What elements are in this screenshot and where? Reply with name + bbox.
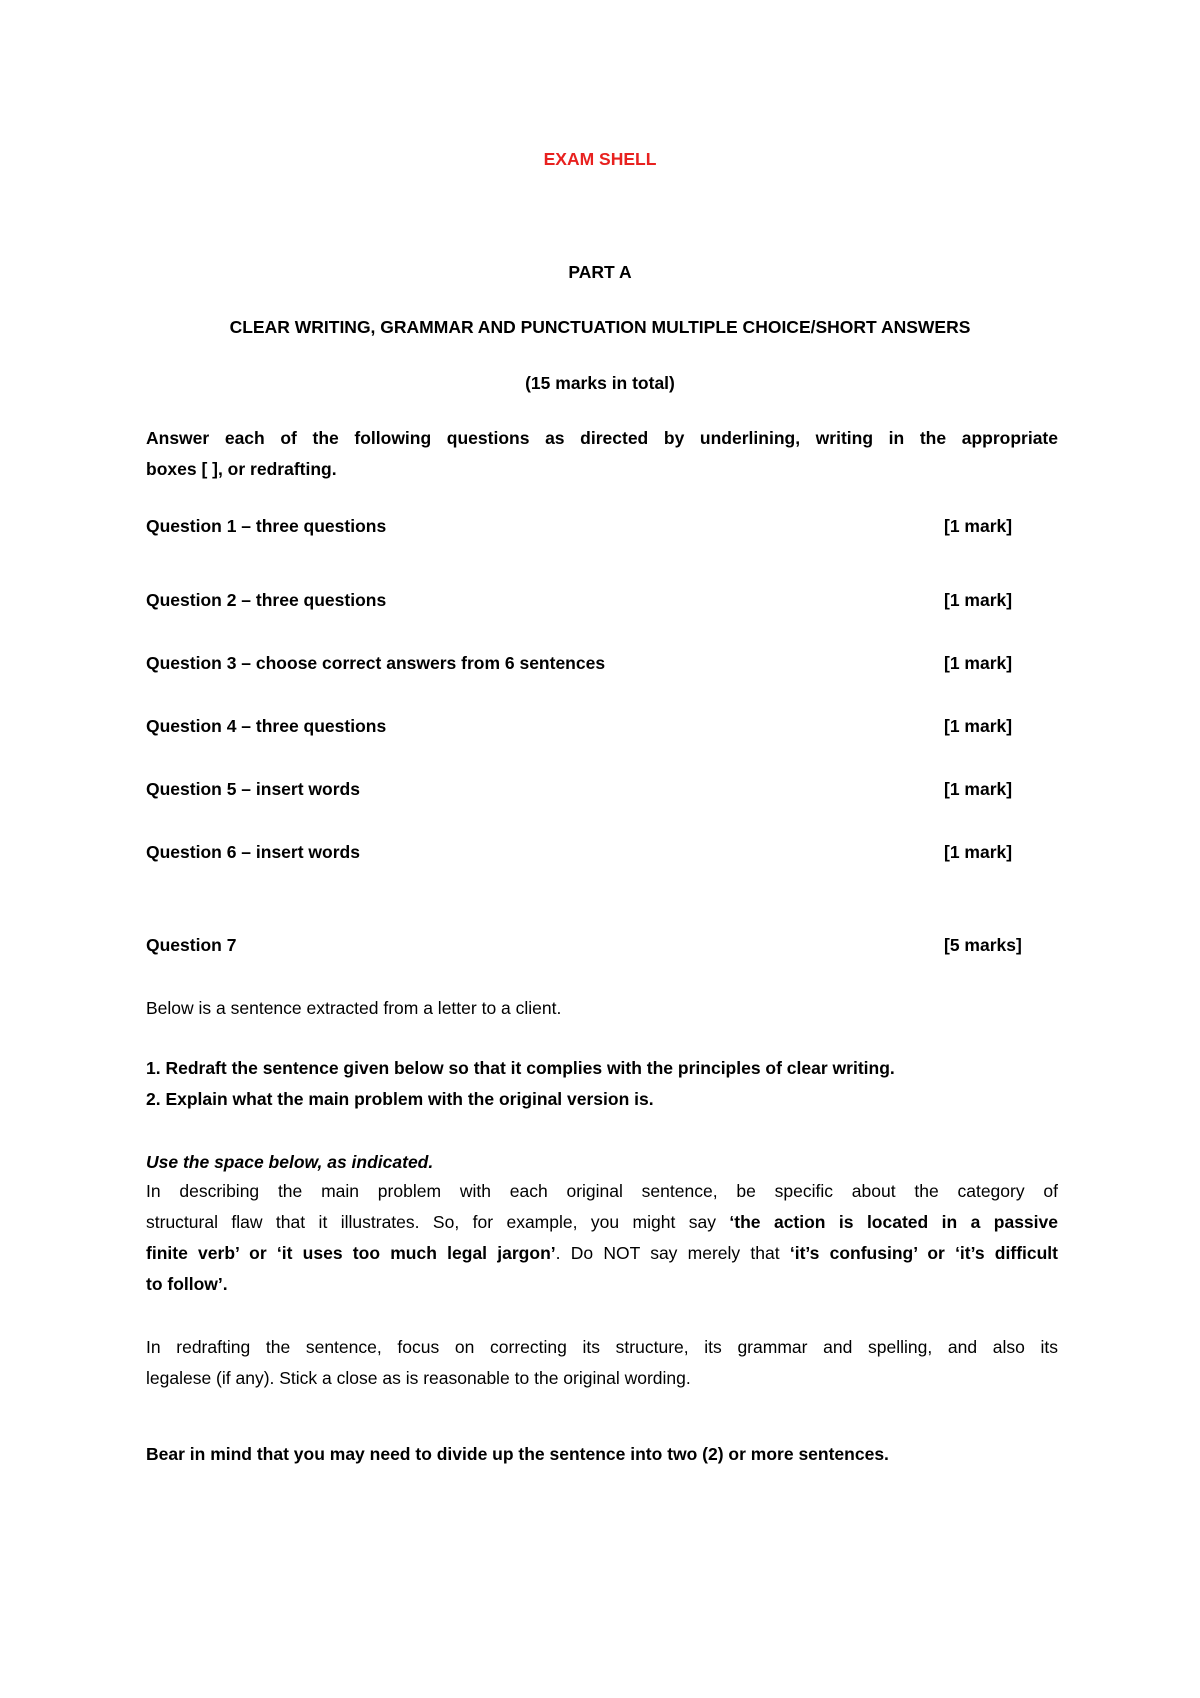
describe-line-2 (146, 1207, 1058, 1238)
question-marks: [1 mark] (944, 653, 1013, 673)
question-label: Question 3 – choose correct answers from 6 sentences (146, 653, 606, 673)
question-row (146, 779, 1046, 803)
question-marks: [1 mark] (944, 842, 1013, 862)
q7-intro: Below is a sentence extracted from a letter to a client. (146, 998, 562, 1018)
describe-example: finite verb’ or ‘it uses too much legal jargon’ (146, 1243, 556, 1263)
total-marks: (15 marks in total) (525, 373, 675, 393)
q7-redraft-paragraph (146, 1332, 1058, 1394)
question-row (146, 590, 1046, 614)
describe-line-1: In describing the main problem with each original sentence, be specific about the category of (146, 1181, 1058, 1201)
question-marks: [1 mark] (944, 516, 1013, 536)
describe-text: structural flaw that it illustrates. So, for example, you might say (146, 1212, 730, 1232)
question-label: Question 7 (146, 935, 237, 955)
q7-task-2: 2. Explain what the main problem with the original version is. (146, 1089, 654, 1109)
redraft-line-1: In redrafting the sentence, focus on correcting its structure, its grammar and spelling, and also its (146, 1337, 1058, 1357)
q7-bear-in-mind: Bear in mind that you may need to divide up the sentence into two (2) or more sentences. (146, 1444, 889, 1464)
question-label: Question 1 – three questions (146, 516, 387, 536)
describe-example: ‘the action is located in a passive (729, 1212, 1058, 1232)
question-marks: [1 mark] (944, 590, 1013, 610)
question-marks: [1 mark] (944, 779, 1013, 799)
describe-text: . Do NOT say merely that (555, 1243, 790, 1263)
q7-describe-paragraph (146, 1176, 1058, 1300)
question-row (146, 935, 1046, 959)
describe-line-3 (146, 1238, 1058, 1269)
instructions-line-2: boxes [ ], or redrafting. (146, 459, 337, 479)
section-heading: CLEAR WRITING, GRAMMAR AND PUNCTUATION MULTIPLE CHOICE/SHORT ANSWERS (229, 317, 971, 337)
question-label: Question 2 – three questions (146, 590, 387, 610)
question-label: Question 4 – three questions (146, 716, 387, 736)
question-row (146, 842, 1046, 866)
part-heading: PART A (568, 262, 632, 282)
question-label: Question 6 – insert words (146, 842, 360, 862)
describe-example: ‘it’s confusing’ or ‘it’s difficult (789, 1243, 1058, 1263)
redraft-line-2: legalese (if any). Stick a close as is reasonable to the original wording. (146, 1368, 691, 1388)
instructions-line-1: Answer each of the following questions as directed by underlining, writing in the appropriate (146, 428, 1058, 448)
question-marks: [5 marks] (944, 935, 1022, 955)
exam-title: EXAM SHELL (543, 149, 657, 169)
q7-task-1: 1. Redraft the sentence given below so that it complies with the principles of clear writing. (146, 1058, 895, 1078)
question-marks: [1 mark] (944, 716, 1013, 736)
question-row (146, 716, 1046, 740)
question-label: Question 5 – insert words (146, 779, 360, 799)
describe-line-4: to follow’. (146, 1274, 228, 1294)
q7-space-note: Use the space below, as indicated. (146, 1152, 434, 1172)
q7-tasks (146, 1053, 1058, 1115)
instructions (146, 423, 1058, 485)
question-row (146, 653, 1046, 677)
question-row (146, 516, 1046, 540)
